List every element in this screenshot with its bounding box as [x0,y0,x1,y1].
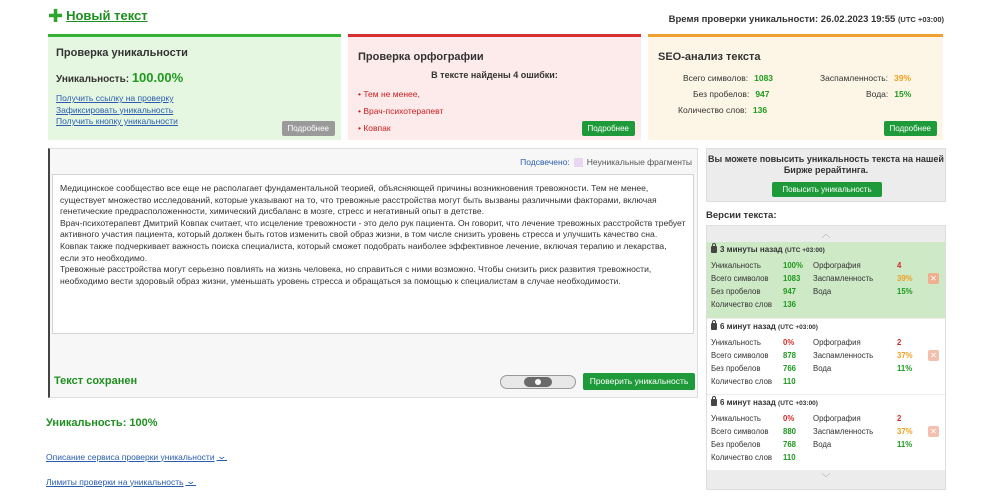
version-orth: Орфография [813,261,861,270]
text-paragraph: Врач-психотерапевт Дмитрий Ковпак считает, что исцеление тревожности - это дело рук пациента. Он говорит, что лечение тревожных расстройств требует активного участия пациента, который должен быть готов изменить свой образ жизни, в том числе снизить уровень стресса и улучшить качество сна. Ковпак также подчеркивает важность поиска специалиста, который сможет подобрать наиболее эффективное лечение, включая терапию и лекарства, если это необходимо. [60,217,686,263]
orthography-error-item[interactable]: • Ковпак [358,123,391,133]
version-water: Вода [813,440,832,449]
delete-version-button[interactable]: ✕ [928,426,939,437]
lock-icon [711,323,717,330]
toggle-knob[interactable] [524,377,552,387]
check-time-tz: (UTC +03:00) [897,15,944,24]
seo-card-title: SEO-анализ текста [658,51,761,63]
version-spam: Заспамленность [813,351,874,360]
chevron-down-icon: ⌄ [216,451,227,461]
seo-more-button[interactable]: Подробнее [884,121,938,136]
version-total: Всего символов [711,274,769,283]
version-item[interactable] [707,242,945,318]
text-input-area[interactable] [52,174,694,334]
chevron-up-icon[interactable]: ︿ [821,229,831,239]
seo-word-count: Количество слов: 136 [678,105,768,115]
version-orth-value: 2 [897,338,902,347]
orthography-error-item[interactable]: • Тем не менее, [358,89,420,99]
version-nospace-value: 768 [783,440,797,449]
version-time: 3 минуты назад (UTC +03:00) [711,245,825,254]
limits-link[interactable]: Лимиты проверки на уникальность ⌄ [46,476,196,487]
version-orth: Орфография [813,414,861,423]
raise-uniqueness-message: Вы можете повысить уникальность текста на нашей Бирже рерайтинга. [708,154,944,175]
version-water-value: 11% [897,364,913,373]
legend-text: Неуникальные фрагменты [586,157,692,167]
versions-list [706,225,946,490]
seo-total-chars: Всего символов: 1083 [683,73,774,83]
version-spam: Заспамленность [813,274,874,283]
version-words: Количество слов [711,300,773,309]
delete-version-button[interactable]: ✕ [928,273,939,284]
version-total-value: 1083 [783,274,801,283]
version-total: Всего символов [711,427,769,436]
version-spam: Заспамленность [813,427,874,436]
orthography-error-list [358,89,443,140]
orthography-error-item[interactable]: • Врач-психотерапевт [358,106,444,116]
orthography-more-button[interactable]: Подробнее [582,121,636,136]
uniqueness-summary: Уникальность: 100% [46,417,158,429]
version-water-value: 15% [897,287,913,296]
version-water-value: 11% [897,440,913,449]
legend-label: Подсвечено: [520,157,570,167]
version-words-value: 110 [783,377,796,386]
version-time: 6 минут назад (UTC +03:00) [711,322,818,331]
uniqueness-links [56,93,178,128]
chevron-down-icon[interactable]: ﹀ [821,473,831,483]
version-nospace: Без пробелов [711,440,761,449]
version-time: 6 минут назад (UTC +03:00) [711,398,818,407]
version-words-value: 136 [783,300,797,309]
version-spam-value: 37% [897,351,913,360]
seo-no-spaces: Без пробелов: 947 [693,89,770,99]
service-description-link[interactable]: Описание сервиса проверки уникальности ⌄ [46,451,227,462]
version-uniq: Уникальность [711,261,761,270]
uniqueness-line [56,70,183,85]
uniqueness-card-title: Проверка уникальности [56,47,188,59]
version-water: Вода [813,364,832,373]
version-uniq-value: 0% [783,414,795,423]
seo-spam: Заспамленность: 39% [820,73,912,83]
uniqueness-card [48,34,341,140]
raise-uniqueness-box [706,148,946,202]
get-button-link[interactable]: Получить кнопку уникальности [56,116,178,126]
version-orth-value: 2 [897,414,902,423]
fix-uniqueness-link[interactable]: Зафиксировать уникальность [56,104,174,115]
version-words-value: 110 [783,453,796,462]
version-item[interactable] [707,395,945,470]
version-spam-value: 37% [897,427,913,436]
uniqueness-value: 100.00% [131,70,184,85]
version-nospace-value: 766 [783,364,797,373]
version-item[interactable] [707,319,945,394]
version-uniq-value: 0% [783,338,795,347]
seo-card [648,34,943,140]
seo-water: Вода: 15% [866,89,912,99]
version-orth-value: 4 [897,261,902,270]
version-words: Количество слов [711,377,773,386]
version-words: Количество слов [711,453,773,462]
legend-swatch [574,158,583,167]
top-bar [0,0,1000,34]
version-nospace: Без пробелов [711,364,761,373]
mode-toggle[interactable] [500,375,576,389]
version-uniq: Уникальность [711,338,761,347]
version-orth: Орфография [813,338,861,347]
delete-version-button[interactable]: ✕ [928,350,939,361]
check-time-label: Время проверки уникальности: 26.02.2023 19:55 [668,14,896,25]
version-spam-value: 39% [897,274,913,283]
text-paragraph: Тревожные расстройства могут серьезно повлиять на жизнь человека, но справиться с ними возможно. Чтобы снизить риск развития тревожности, необходимо вести здоровый образ жизни, уменьшать уровень стресса и обращаться за помощью к специалистам в случае необходимости. [60,264,652,286]
lock-icon [711,246,717,253]
uniqueness-label: Уникальность: [56,74,130,85]
check-uniqueness-button[interactable]: Проверить уникальность [583,373,695,390]
version-total-value: 878 [783,351,797,360]
check-time [669,14,944,25]
new-text-label[interactable]: Новый текст [66,8,148,23]
raise-uniqueness-button[interactable]: Повысить уникальность [772,182,882,197]
orthography-subtitle: В тексте найдены 4 ошибки: [431,70,558,80]
versions-title: Версии текста: [706,210,777,221]
version-uniq-value: 100% [783,261,803,270]
saved-status: Текст сохранен [54,375,138,387]
lock-icon [711,399,717,406]
plus-icon: ✚ [48,5,64,26]
text-editor-panel [48,148,698,398]
highlight-legend [520,157,692,167]
orthography-card [348,34,641,140]
chevron-down-icon: ⌄ [185,476,196,486]
version-nospace-value: 947 [783,287,797,296]
get-check-link[interactable]: Получить ссылку на проверку [56,93,174,103]
orthography-card-title: Проверка орфографии [358,51,484,63]
version-total-value: 880 [783,427,797,436]
version-water: Вода [813,287,832,296]
version-uniq: Уникальность [711,414,761,423]
version-nospace: Без пробелов [711,287,761,296]
new-text-link[interactable] [48,5,148,26]
uniqueness-more-button[interactable]: Подробнее [282,121,336,136]
text-paragraph: Медицинское сообщество все еще не располагает фундаментальной теорией, объясняющей причины возникновения тревожности. Тем не менее, существует множество исследований, которые указывают на то, что тревожные расстройства могут быть вызваны различными факторами, включая генетические предрасположенности, химический дисбаланс в мозге, стресс и негативный опыт в детстве. [60,183,657,217]
version-total: Всего символов [711,351,769,360]
